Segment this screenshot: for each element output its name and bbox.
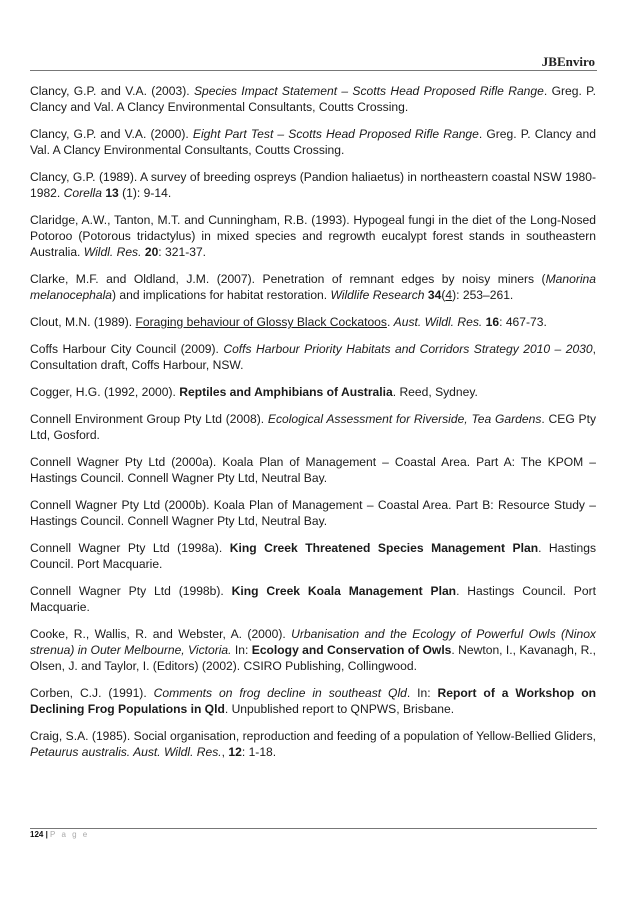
reference-text: 13	[105, 186, 119, 200]
reference-text: 4	[445, 288, 453, 302]
reference-text: . Greg. P. Clancy and Val. A Clancy Environmental Consultants, Coutts Crossing.	[30, 127, 596, 157]
reference-text: ) and implications for habitat restoration.	[112, 288, 331, 302]
reference-text: Petaurus australis. Aust. Wildl. Res.	[30, 745, 222, 759]
reference-text: . CEG Pty Ltd, Gosford.	[30, 412, 596, 442]
reference-text: Coffs Harbour City Council (2009).	[30, 342, 224, 356]
reference-entry	[30, 341, 596, 373]
reference-entry	[30, 583, 596, 615]
reference-text: Foraging behaviour of Glossy Black Cockatoos	[135, 315, 387, 329]
reference-text: Corella	[63, 186, 102, 200]
reference-text: . Reed, Sydney.	[392, 385, 478, 399]
reference-text: . Unpublished report to QNPWS, Brisbane.	[224, 702, 455, 716]
reference-text: : 1-18.	[241, 745, 277, 759]
reference-entry	[30, 212, 596, 260]
reference-entry	[30, 411, 596, 443]
reference-text: Clancy, G.P. (1989). A survey of breeding ospreys (Pandion haliaetus) in northeastern coastal NSW 1980-1982.	[30, 170, 596, 200]
reference-entry	[30, 454, 596, 486]
reference-text: Clancy, G.P. and V.A. (2003).	[30, 84, 194, 98]
reference-text: Manorina melanocephala	[30, 272, 596, 302]
reference-text: Cogger, H.G. (1992, 2000).	[30, 385, 180, 399]
reference-text: . Greg. P. Clancy and Val. A Clancy Environmental Consultants, Coutts Crossing.	[30, 84, 597, 114]
reference-text: Species Impact Statement – Scotts Head Proposed Rifle Range	[193, 84, 544, 98]
reference-list	[30, 83, 596, 771]
reference-text: . Hastings Council. Port Macquarie.	[30, 541, 596, 571]
reference-text: King Creek Koala Management Plan	[231, 584, 457, 598]
reference-text: Ecology and Conservation of Owls	[251, 643, 452, 657]
reference-text: Corben, C.J. (1991).	[30, 686, 154, 700]
reference-text: ,	[221, 745, 229, 759]
reference-text: 34	[427, 288, 442, 302]
page-footer	[30, 830, 89, 839]
reference-entry	[30, 540, 596, 572]
reference-text: Clarke, M.F. and Oldland, J.M. (2007). Penetration of remnant edges by noisy miners (	[30, 272, 546, 286]
reference-text: : 467-73.	[499, 315, 547, 329]
reference-text: ): 253–261.	[452, 288, 514, 302]
reference-text: .	[386, 315, 394, 329]
reference-text: Urbanisation and the Ecology of Powerful Owls (Ninox strenua) in Outer Melbourne, Victoria.	[30, 627, 596, 657]
reference-text: . Hastings Council. Port Macquarie.	[30, 584, 596, 614]
reference-text: King Creek Threatened Species Management Plan	[229, 541, 539, 555]
reference-text: Craig, S.A. (1985). Social organisation, reproduction and feeding of a population of Yellow-Bellied Gliders,	[30, 729, 596, 743]
reference-text: Ecological Assessment for Riverside, Tea Gardens	[267, 412, 542, 426]
reference-text: 16	[485, 315, 500, 329]
reference-text: Coffs Harbour Priority Habitats and Corridors Strategy 2010 – 2030	[223, 342, 593, 356]
reference-text: 20	[144, 245, 159, 259]
reference-entry	[30, 497, 596, 529]
page-number: 124 |	[30, 830, 48, 839]
reference-text: (1): 9-14.	[118, 186, 172, 200]
reference-text: Aust. Wildl. Res.	[393, 315, 483, 329]
reference-text: Wildl. Res.	[83, 245, 142, 259]
reference-text: Eight Part Test – Scotts Head Proposed Rifle Range	[192, 127, 479, 141]
reference-text: Connell Wagner Pty Ltd (1998a).	[30, 541, 230, 555]
reference-text: Clout, M.N. (1989).	[30, 315, 136, 329]
reference-entry	[30, 314, 596, 330]
reference-text: Connell Wagner Pty Ltd (2000a). Koala Plan of Management – Coastal Area. Part A: The KPOM – Hastings Council. Connell Wagner Pty Ltd, Neutral Bay.	[30, 455, 596, 485]
reference-text: : 321-37.	[158, 245, 207, 259]
reference-text: , Consultation draft, Coffs Harbour, NSW.	[30, 342, 596, 372]
reference-entry	[30, 126, 596, 158]
reference-entry	[30, 271, 596, 303]
reference-entry	[30, 685, 596, 717]
reference-text: Report of a Workshop on Declining Frog Populations in Qld	[30, 686, 597, 716]
reference-text: (	[441, 288, 446, 302]
reference-text: Comments on frog decline in southeast Qld	[153, 686, 407, 700]
header-divider	[30, 70, 597, 71]
header-brand: JBEnviro	[541, 54, 595, 69]
reference-entry	[30, 169, 596, 201]
reference-text: Wildlife Research	[330, 288, 425, 302]
reference-entry	[30, 384, 596, 400]
reference-text: 12	[228, 745, 242, 759]
reference-entry	[30, 626, 596, 674]
reference-entry	[30, 83, 596, 115]
reference-text: . In:	[406, 686, 438, 700]
reference-text: In:	[231, 643, 252, 657]
page-label: P a g e	[50, 830, 90, 839]
reference-text: Cooke, R., Wallis, R. and Webster, A. (2000).	[30, 627, 292, 641]
reference-entry	[30, 728, 596, 760]
reference-text: Reptiles and Amphibians of Australia	[179, 385, 393, 399]
reference-text: Connell Environment Group Pty Ltd (2008).	[30, 412, 268, 426]
reference-text: Claridge, A.W., Tanton, M.T. and Cunningham, R.B. (1993). Hypogeal fungi in the diet of the Long-Nosed Potoroo (Potorous tridactylus) in mixed species and regrowth eucalypt forest stands in southeastern Australia.	[30, 213, 596, 259]
reference-text: Clancy, G.P. and V.A. (2000).	[30, 127, 193, 141]
reference-text: Connell Wagner Pty Ltd (1998b).	[30, 584, 232, 598]
footer-divider	[30, 828, 597, 829]
reference-text: Connell Wagner Pty Ltd (2000b). Koala Plan of Management – Coastal Area. Part B: Resource Study – Hastings Council. Connell Wagner Pty Ltd, Neutral Bay.	[30, 498, 596, 528]
reference-text: . Newton, I., Kavanagh, R., Olsen, J. and Taylor, I. (Editors) (2002). CSIRO Publishing, Collingwood.	[30, 643, 597, 673]
